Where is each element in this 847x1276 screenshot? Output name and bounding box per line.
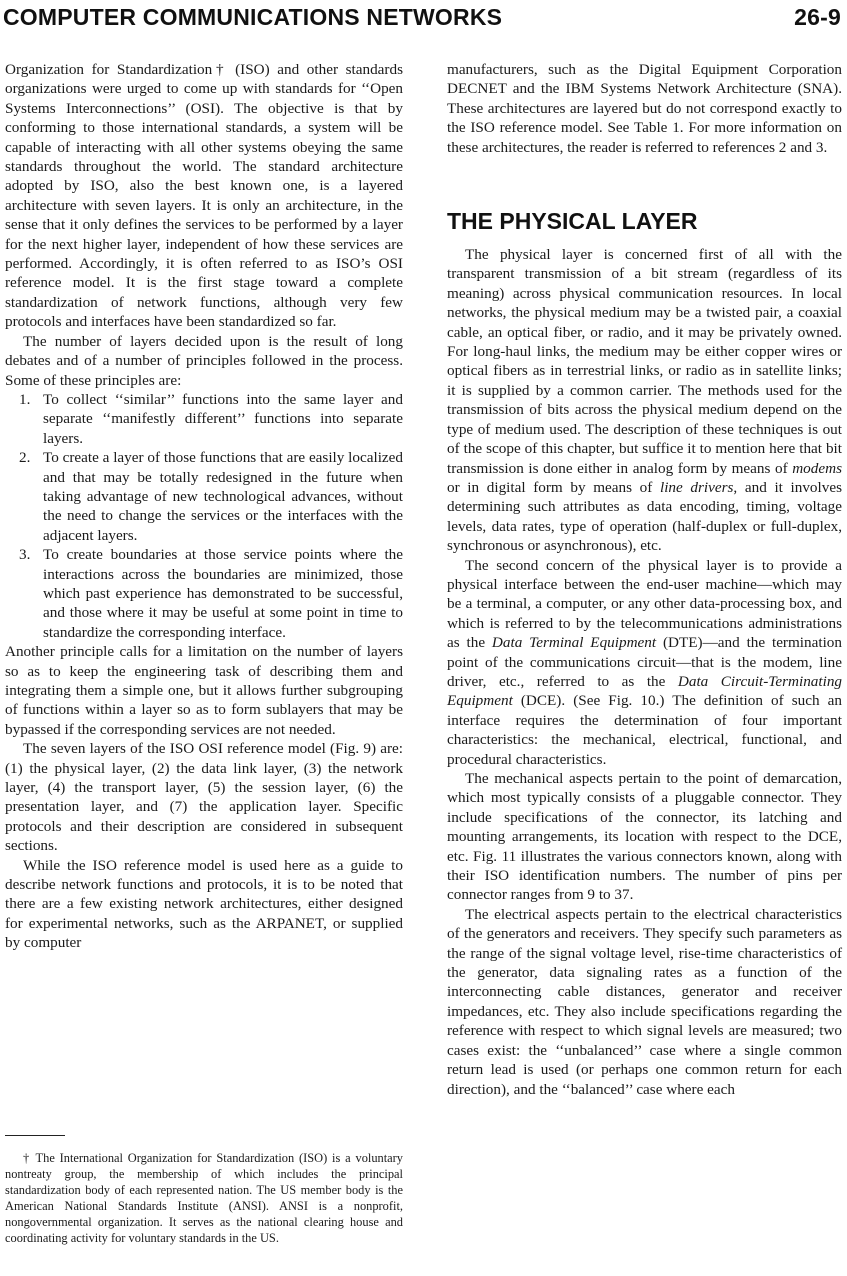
paragraph-seven-layers: The seven layers of the ISO OSI reference model (Fig. 9) are: (1) the physical layer, (2) the data link layer, (3) the network layer, (4) the transport layer, (5) the session layer, (6) the presentation layer, and (7) the application layer. Specific protocols and their description are considered in subsequent sections. — [5, 740, 403, 855]
list-item — [19, 448, 403, 545]
list-item-number: 3. — [19, 546, 31, 564]
paragraph-layer-principles: The number of layers decided upon is the result of long debates and of a number of principles followed in the process. Some of these principles are: — [5, 332, 403, 389]
term-dte: Data Terminal Equipment — [491, 634, 657, 652]
list-item-text: To create a layer of those functions that are easily localized and that may be totally redesigned in the future when taking advantage of new technological advances, without the need to change the services or the interfaces with the adjacent layers. — [43, 449, 403, 544]
page-number: 26-9 — [794, 3, 841, 30]
journal-section-title: COMPUTER COMMUNICATIONS NETWORKS — [3, 3, 503, 30]
list-item-number: 1. — [19, 390, 31, 408]
footnote-text: † The International Organization for Standardization (ISO) is a voluntary nontreaty group, the membership of which includes the principal standardization body of each represented nation. The US member body is the American National Standards Institute (ANSI). ANSI is a nonprofit, nongovernmental organization. It serves as the national clearing house and coordinating activity for voluntary standards in the US. — [5, 1151, 403, 1245]
footnote — [5, 1150, 403, 1246]
list-item-text: To create boundaries at those service points where the interactions across the boundaries are minimized, those which past experience has demonstrated to be successful, and those where it may be useful at some point in time to standardize the corresponding interface. — [43, 546, 403, 641]
list-item — [19, 390, 403, 448]
term-modems: modems — [792, 459, 842, 477]
paragraph-iso-intro: Organization for Standardization† (ISO) and other standards organizations were urged to come up with standards for ‘‘Open Systems Interconnections’’ (OSI). The objective is that by conforming to those international standards, a system will be capable of interacting with all other systems obeying the same standards throughout the world. The standard architecture adopted by ISO, also the best known one, is a layered architecture with seven layers. It is only an architecture, in the sense that it only defines the services to be performed by a layer for the next higher layer, independent of how these services are performed. Accordingly, it is often referred to as ISO’s OSI reference model. It is the first stage toward a complete standardization of network functions, although very few protocols and interfaces have been standardized so far. — [5, 61, 403, 331]
list-item-text: To collect ‘‘similar’’ functions into the same layer and separate ‘‘manifestly different’’ functions into separate layers. — [43, 390, 403, 447]
footnote-rule — [5, 1135, 65, 1136]
left-column — [5, 60, 403, 953]
principles-list — [5, 390, 403, 642]
paragraph-physical-transmission: The physical layer is concerned first of all with the transparent transmission of a bit stream (regardless of its meaning) across physical communication resources. In local networks, the physical medium may be a twisted pair, a coaxial cable, an optical fiber, or radio, and it may be privately owned. For long-haul links, the medium may be either copper wires or optical fibers as in terrestrial links, or radio as in satellite links; it is supplied by a common carrier. The methods used for the transmission of bits across the physical medium depend on the type of medium used. The description of these techniques is out of the scope of this chapter, but suffice it to mention here that bit transmission is done either in analog form by means of modems or in digital form by means of line drivers, and it involves determining such attributes as data encoding, timing, voltage levels, data rates, type of operation (half-duplex or full-duplex, synchronous or asynchronous), etc. — [447, 246, 842, 555]
running-head — [3, 0, 841, 34]
section-heading: THE PHYSICAL LAYER — [447, 208, 698, 235]
paragraph-layer-limitation: Another principle calls for a limitation on the number of layers so as to keep the engineering task of describing them and integrating them a simple one, but it allows further subgrouping of functions within a layer so as to form sublayers that may be bypassed if the corresponding services are not needed. — [5, 643, 403, 738]
list-item-number: 2. — [19, 449, 31, 467]
right-column — [447, 60, 842, 1099]
paragraph-physical-interface: The second concern of the physical layer is to provide a physical interface between the end-user machine—which may be a terminal, a computer, or any other data-processing box, and which is referred to by the telecommunications administrations as the Data Terminal Equipment (DTE)—and the termination point of the communications circuit—that is the modem, line driver, etc., referred to as the Data Circuit-Terminating Equipment (DCE). (See Fig. 10.) The definition of such an interface requires the determination of four important characteristics: the mechanical, electrical, functional, and procedural characteristics. — [447, 556, 843, 768]
paragraph-architectures-cont: manufacturers, such as the Digital Equipment Corporation DECNET and the IBM Systems Network Architecture (SNA). These architectures are layered but do not correspond exactly to the ISO reference model. See Table 1. For more information on these architectures, the reader is referred to references 2 and 3. — [447, 61, 842, 156]
list-item — [19, 545, 403, 642]
term-line-drivers: line drivers — [659, 478, 734, 496]
paragraph-electrical-aspects: The electrical aspects pertain to the electrical characteristics of the generators and receivers. They specify such parameters as the range of the signal voltage level, rise-time characteristics of the generator, data signaling rates as a function of the interconnecting cable distances, generator and receiver impedances, etc. They also include specifications regarding the reference with respect to which signal levels are measured; two cases exist: the ‘‘unbalanced’’ case where a single common return lead is used (or perhaps one common return for each direction), and the ‘‘balanced’’ case where each — [447, 905, 842, 1098]
paragraph-existing-architectures: While the ISO reference model is used here as a guide to describe network functions and protocols, it is to be noted that there are a few existing network architectures, either designed for experimental networks, such as the ARPANET, or supplied by computer — [5, 856, 403, 952]
term-dce: Data Circuit-Terminating Equipment — [447, 672, 843, 710]
paragraph-mechanical-aspects: The mechanical aspects pertain to the point of demarcation, which most typically consists of a pluggable connector. They include specifications of the connector, its latching and mounting arrangements, its location with respect to the DCE, etc. Fig. 11 illustrates the various connectors known, along with their ISO identification numbers. The number of pins per connector ranges from 9 to 37. — [447, 770, 842, 904]
